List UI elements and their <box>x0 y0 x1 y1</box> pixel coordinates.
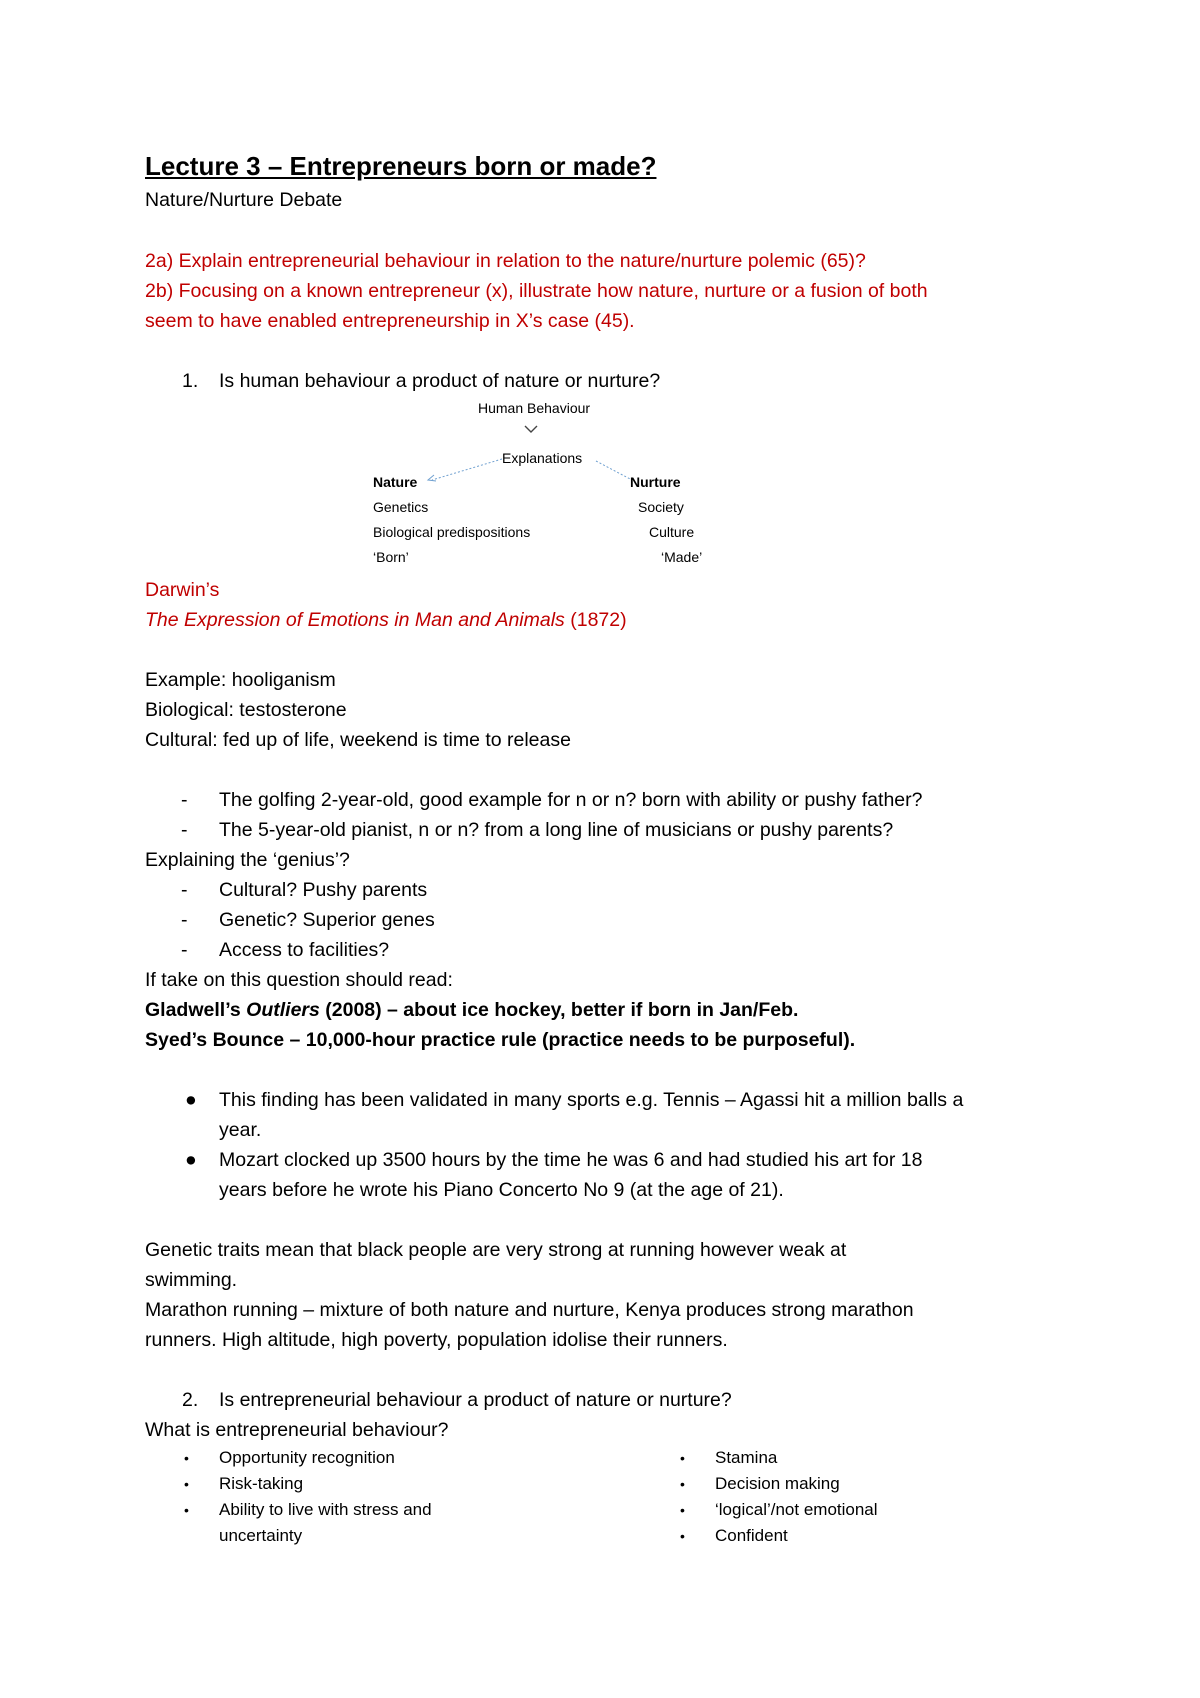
diagram-nurture-title: Nurture <box>630 474 681 490</box>
bullet-marker: • <box>184 1476 189 1492</box>
dash-marker: - <box>181 909 188 931</box>
section2-heading: Is entrepreneurial behaviour a product of nature or nurture? <box>219 1389 732 1411</box>
section2-number: 2. <box>182 1389 199 1411</box>
bullet-marker: • <box>184 1502 189 1518</box>
diagram-nature-title: Nature <box>373 474 418 490</box>
trait-item: • Ability to live with stress and <box>219 1497 432 1523</box>
list-item: - Genetic? Superior genes <box>219 905 435 935</box>
reading-syed: Syed’s Bounce – 10,000-hour practice rule (practice needs to be purposeful). <box>145 1029 856 1051</box>
diagram-nurture-item: Culture <box>649 524 695 540</box>
bullet-marker: • <box>680 1476 685 1492</box>
trait-item-continuation: uncertainty <box>219 1526 303 1545</box>
trait-item: • Confident <box>715 1523 788 1549</box>
example-biological: Biological: testosterone <box>145 699 347 721</box>
trait-item: • Stamina <box>715 1445 777 1471</box>
diagram-nature-item: ‘Born’ <box>373 549 409 565</box>
bullet-marker: • <box>184 1450 189 1466</box>
dash-marker: - <box>181 819 188 841</box>
genetic-line: Genetic traits mean that black people are very strong at running however weak at <box>145 1239 847 1261</box>
outliers-title: Outliers <box>246 999 320 1021</box>
darwin-year: (1872) <box>570 609 627 631</box>
trait-item: • Opportunity recognition <box>219 1445 395 1471</box>
marathon-line: runners. High altitude, high poverty, population idolise their runners. <box>145 1329 728 1351</box>
reading-intro: If take on this question should read: <box>145 969 453 991</box>
diagram-nurture-item: ‘Made’ <box>661 549 703 565</box>
diagram-connector-lines <box>420 455 650 485</box>
dash-marker: - <box>181 789 188 811</box>
genetic-line: swimming. <box>145 1269 238 1291</box>
list-item: - Access to facilities? <box>219 935 389 965</box>
bullet-marker: • <box>680 1450 685 1466</box>
marathon-line: Marathon running – mixture of both nature and nurture, Kenya produces strong marathon <box>145 1299 914 1321</box>
trait-item: • ‘logical’/not emotional <box>715 1497 878 1523</box>
diagram-nature-item: Genetics <box>373 499 429 515</box>
diagram-nature-item: Biological predispositions <box>373 524 531 540</box>
example-heading: Example: hooliganism <box>145 669 336 691</box>
example-cultural: Cultural: fed up of life, weekend is time to release <box>145 729 571 751</box>
section1-heading: Is human behaviour a product of nature or nurture? <box>219 370 661 392</box>
document-page: Lecture 3 – Entrepreneurs born or made? Nature/Nurture Debate 2a) Explain entrepreneurial behaviour in relation to the nature/nurture polemic (65)? 2b) Focusing on a known entrepreneur (x), illustrate how nature, nurture or a fusion of both seem to have enabled entrepreneurship in X’s case (45). 1. Is human behaviour a product of nature or nurture? Human Behaviour Explanations Nature Genetics Biological predispositions ‘Born’ Nurture Society Culture ‘Made’ Darwin’s The Expression of Emotions in Man and Animals (1872) Example: hooliganism Biological: testosterone Cultural: fed up of life, weekend is time to release - The golfing 2-year-old, good example for n or n? born with ability or pushy father? - The 5-year-old pianist, n or n? from a long line of musicians or pushy parents? Explaining the ‘genius’? - Cultural? Pushy parents - Genetic? Superior genes - Access to facilities? If take on this question should read: Gladwell’s Outliers (2008) – about ice hockey, better if born in Jan/Feb. Syed’s Bounce – 10,000-hour practice rule (practice needs to be purposeful). ● This finding has been validated in many sports e.g. Tennis – Agassi hit a million balls a year. ● Mozart clocked up 3500 hours by the time he was 6 and had studied his art for 18 years before he wrote his Piano Concerto No 9 (at the age of 21). Genetic traits mean that black people are very strong at running however weak at swimming. Marathon running – mixture of both nature and nurture, Kenya produces strong marathon runners. High altitude, high poverty, population idolise their runners. 2. Is entrepreneurial behaviour a product of nature or nurture? What is entrepreneurial behaviour? • Opportunity recognition • Risk-taking • Ability to live with stress and uncertainty • Stamina • Decision making • ‘logical’/not emotional • Confident <box>0 0 1200 1698</box>
chevron-down-icon <box>520 421 542 439</box>
dash-marker: - <box>181 939 188 961</box>
bullet-marker: • <box>680 1528 685 1544</box>
bullet-marker: • <box>680 1502 685 1518</box>
genius-heading: Explaining the ‘genius’? <box>145 849 350 871</box>
trait-item: • Risk-taking <box>219 1471 303 1497</box>
bullet-marker: ● <box>185 1149 197 1171</box>
darwin-book-line <box>145 605 627 635</box>
diagram-top-label: Human Behaviour <box>478 400 591 416</box>
section1-number: 1. <box>182 370 199 392</box>
darwin-book-title: The Expression of Emotions in Man and Animals <box>145 609 565 631</box>
list-item: - Cultural? Pushy parents <box>219 875 427 905</box>
list-item: - The golfing 2-year-old, good example for n or n? born with ability or pushy father? <box>219 785 922 815</box>
section2-subheading: What is entrepreneurial behaviour? <box>145 1419 449 1441</box>
page-subtitle: Nature/Nurture Debate <box>145 189 343 211</box>
reading-gladwell: Gladwell’s Outliers (2008) – about ice hockey, better if born in Jan/Feb. <box>145 999 799 1021</box>
list-item: - The 5-year-old pianist, n or n? from a long line of musicians or pushy parents? <box>219 815 893 845</box>
question-2b-line1: 2b) Focusing on a known entrepreneur (x), illustrate how nature, nurture or a fusion of both <box>145 280 928 302</box>
diagram-nurture-item: Society <box>638 499 684 515</box>
dash-marker: - <box>181 879 188 901</box>
diagram-middle-label: Explanations <box>502 450 583 466</box>
question-2b-line2: seem to have enabled entrepreneurship in X’s case (45). <box>145 310 635 332</box>
trait-item: • Decision making <box>715 1471 840 1497</box>
page-title: Lecture 3 – Entrepreneurs born or made? <box>145 151 657 181</box>
bullet-marker: ● <box>185 1089 197 1111</box>
question-2a: 2a) Explain entrepreneurial behaviour in relation to the nature/nurture polemic (65)? <box>145 250 866 272</box>
darwin-name: Darwin’s <box>145 579 220 601</box>
